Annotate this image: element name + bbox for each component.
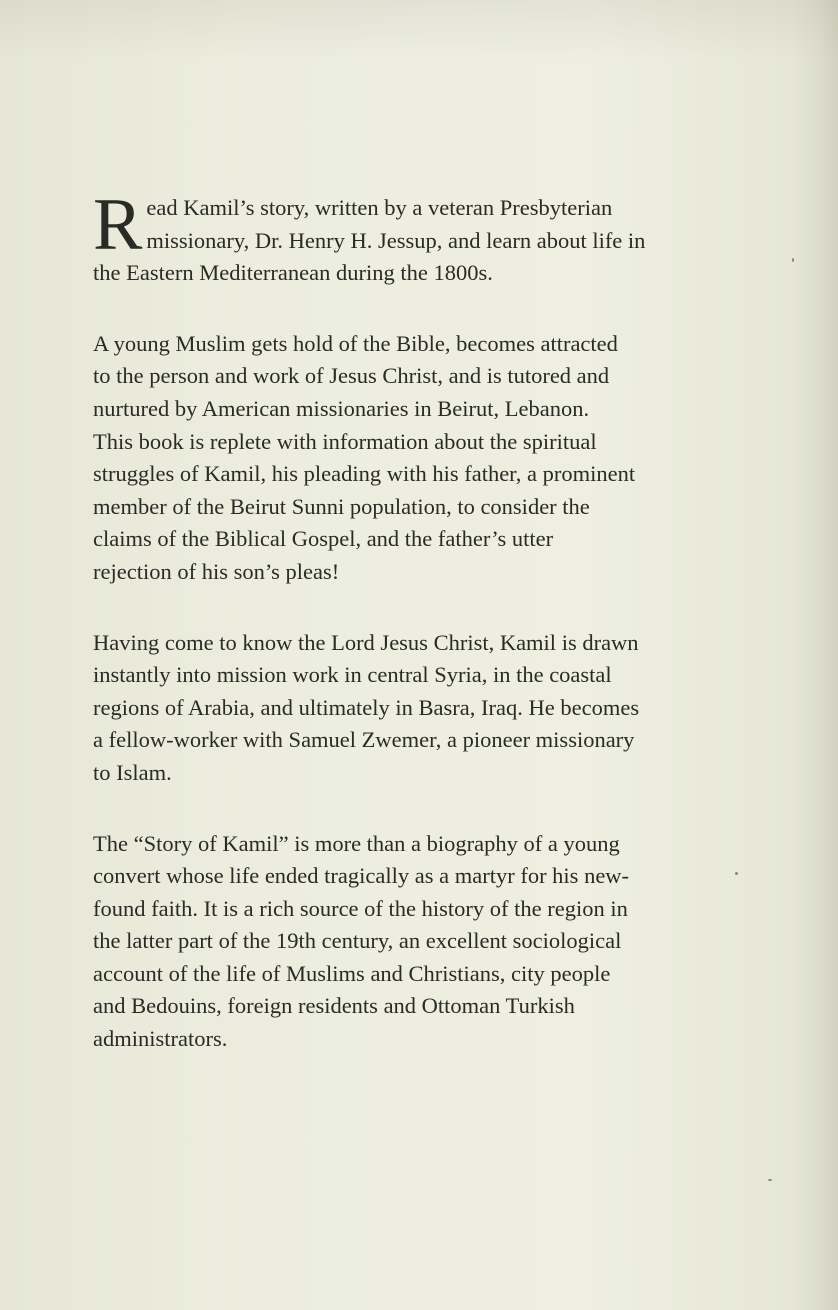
text-line: Having come to know the Lord Jesus Christ, Kamil is drawn — [93, 629, 639, 655]
text-line: nurtured by American missionaries in Beirut, Lebanon. — [93, 395, 590, 421]
text-line: account of the life of Muslims and Christians, city people — [93, 960, 611, 986]
text-line: to Islam. — [93, 759, 172, 785]
paragraph-intro — [93, 184, 743, 290]
text-line: This book is replete with information about the spiritual — [93, 428, 597, 454]
text-line: ead Kamil’s story, written by a veteran Presbyterian — [146, 195, 613, 220]
text-line: the Eastern Mediterranean during the 1800s. — [93, 260, 493, 286]
text-line: The “Story of Kamil” is more than a biography of a young — [93, 830, 620, 856]
text-line: convert whose life ended tragically as a martyr for his new- — [93, 863, 630, 889]
text-line: administrators. — [93, 1026, 228, 1052]
text-line: rejection of his son’s pleas! — [93, 558, 340, 584]
text-line: struggles of Kamil, his pleading with his father, a prominent — [93, 461, 636, 487]
drop-cap: R — [93, 184, 143, 266]
text-line: to the person and work of Jesus Christ, and is tutored and — [93, 363, 610, 389]
text-line: claims of the Biblical Gospel, and the father’s utter — [93, 526, 554, 552]
speck-mark — [735, 872, 738, 875]
text-line: and Bedouins, foreign residents and Ottoman Turkish — [93, 993, 575, 1019]
cover-blurb — [93, 184, 743, 1094]
paragraph-mission — [93, 627, 743, 790]
paragraph-summary — [93, 828, 743, 1056]
speck-mark — [768, 1179, 772, 1181]
text-line: found faith. It is a rich source of the history of the region in — [93, 895, 628, 921]
paragraph-story — [93, 328, 743, 589]
text-line: member of the Beirut Sunni population, to consider the — [93, 493, 590, 519]
text-line: instantly into mission work in central Syria, in the coastal — [93, 662, 612, 688]
text-line: a fellow-worker with Samuel Zwemer, a pioneer missionary — [93, 727, 635, 753]
speck-mark — [792, 258, 794, 262]
top-shadow — [0, 0, 838, 60]
text-line: regions of Arabia, and ultimately in Basra, Iraq. He becomes — [93, 694, 640, 720]
right-edge-shadow — [792, 0, 838, 1310]
text-line: missionary, Dr. Henry H. Jessup, and learn about life in — [146, 227, 646, 253]
text-line: A young Muslim gets hold of the Bible, becomes attracted — [93, 330, 618, 356]
text-line: the latter part of the 19th century, an excellent sociological — [93, 928, 622, 954]
